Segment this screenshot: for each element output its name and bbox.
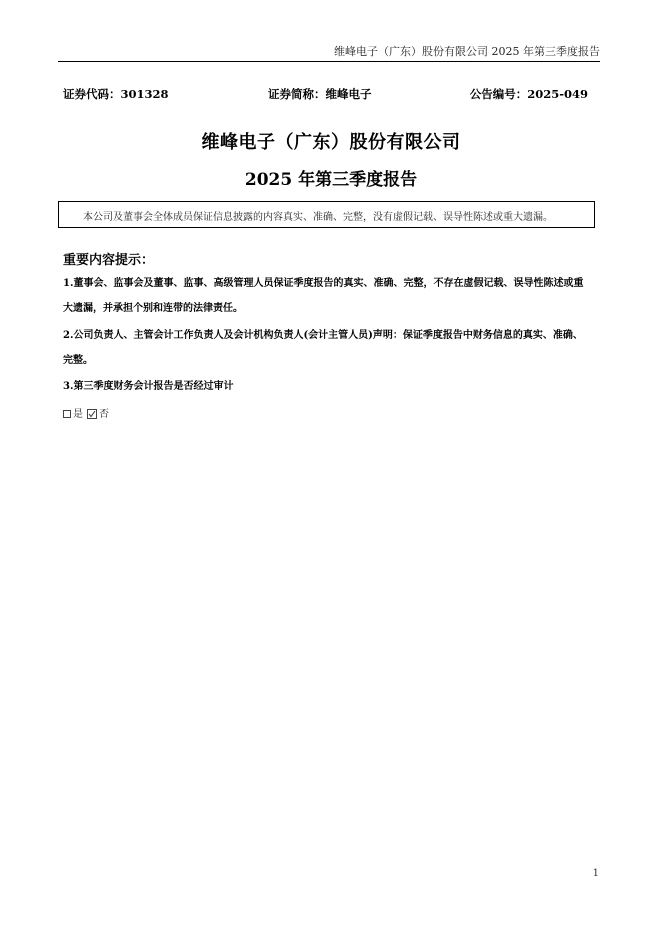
statement-text: 本公司及董事会全体成员保证信息披露的内容真实、准确、完整，没有虚假记载、误导性陈述或重大遗漏。	[83, 212, 553, 223]
stock-code: 证券代码：301328	[63, 87, 169, 101]
item-3: 3.第三季度财务会计报告是否经过审计	[63, 381, 234, 392]
page-number: 1	[592, 868, 599, 879]
important-heading: 重要内容提示：	[63, 253, 155, 268]
audit-choice	[63, 405, 109, 420]
item-2-line-2: 完整。	[63, 355, 93, 366]
stock-abbreviation: 证券简称：维峰电子	[268, 87, 372, 101]
item-1-line-1: 1.董事会、监事会及董事、监事、高级管理人员保证季度报告的真实、准确、完整，不存在虚假记载、误导性陈述或重	[63, 278, 584, 289]
unchecked-box-icon	[63, 410, 71, 418]
announcement-number: 公告编号：2025-049	[469, 87, 588, 101]
choice-no-label: 否	[99, 409, 109, 420]
statement-box	[58, 201, 595, 228]
company-title: 维峰电子（广东）股份有限公司	[201, 132, 461, 153]
checked-box-icon	[87, 409, 97, 419]
report-title: 2025 年第三季度报告	[244, 170, 418, 190]
running-header: 维峰电子（广东）股份有限公司 2025 年第三季度报告	[334, 45, 600, 58]
header-rule	[58, 61, 600, 62]
choice-yes-label: 是	[73, 409, 83, 420]
item-2-line-1: 2.公司负责人、主管会计工作负责人及会计机构负责人(会计主管人员)声明：保证季度报告中财务信息的真实、准确、	[63, 330, 583, 341]
item-1-line-2: 大遗漏，并承担个别和连带的法律责任。	[63, 303, 243, 314]
